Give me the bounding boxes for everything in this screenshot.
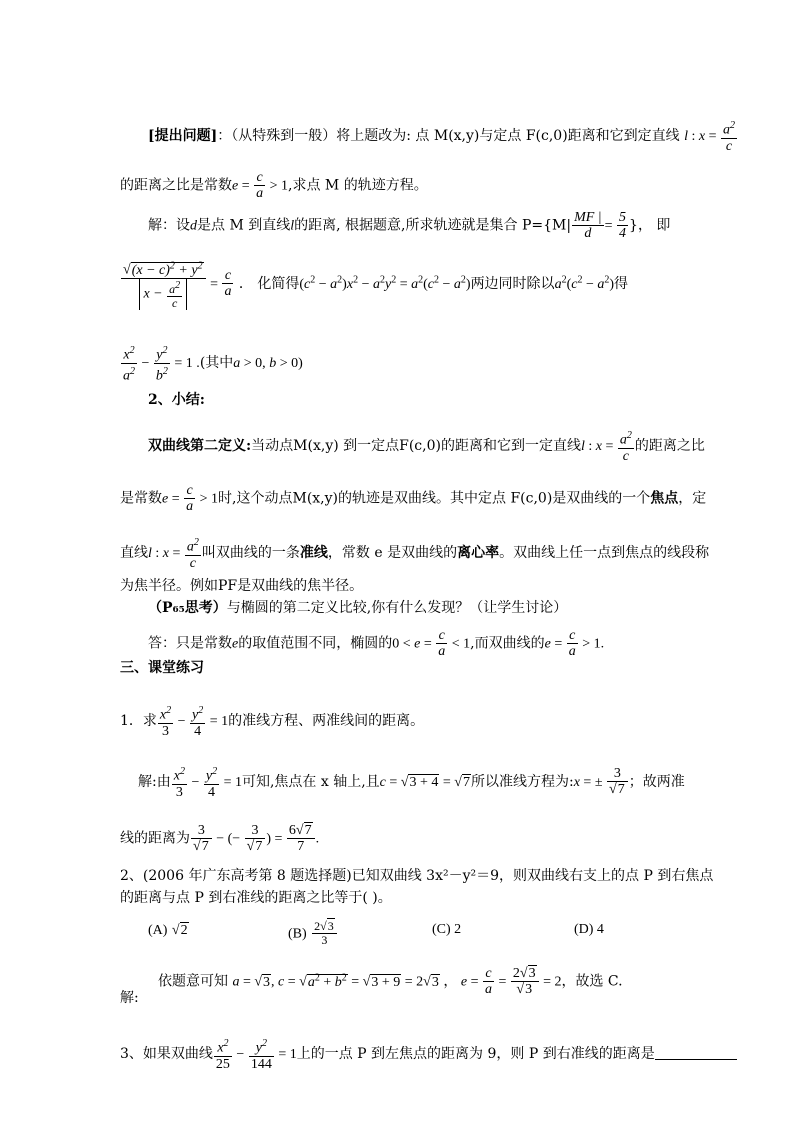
- solution-line-3: $\frac{x^2}{a^2}$ − $\frac{y^2}{b^2}$ = 1 .(其中a > 0, b > 0): [123, 345, 303, 384]
- question-3: 3、如果双曲线 $\frac{x^2}{25}$ − $\frac{y^2}{144}$ = 1上的一点 P 到左焦点的距离为 9，则 P 到右准线的距离是: [120, 1036, 737, 1072]
- problem-intro: ：（从特殊到一般）将上题改为: 点 M(x,y)与定点 F(c,0)距离和它到定直线: [217, 127, 680, 144]
- option-a: (A) √2: [148, 923, 188, 938]
- think-line: （P₆₅思考）与椭圆的第二定义比较,你有什么发现？（让学生讨论）: [148, 600, 568, 616]
- solution-2-label: 解:: [120, 990, 139, 1006]
- definition-line-1: 双曲线第二定义:当动点M(x,y) 到一定点F(c,0)的距离和它到一定直线l : x = $\frac{a^2}{c}$ 的距离之比: [148, 430, 705, 464]
- exercise-heading: 三、课堂练习: [120, 660, 204, 676]
- question-2-line-1: 2、(2006 年广东高考第 8 题选择题)已知双曲线 3x²－y²＝9，则双曲线右支上的点 P 到右焦点: [120, 868, 714, 884]
- solution-1-line-1: 解:由 $\frac{x^2}{3}$ − $\frac{y^2}{4}$ = 1可知,焦点在 x 轴上,且c = √3 + 4 = √7所以准线方程为:x = ± $\frac{3}{√7}$ ；故两准: [138, 766, 685, 800]
- summary-heading: 2、小结:: [148, 392, 205, 408]
- frac-a2-over-c: $\frac{a^2}{c}$: [723, 120, 736, 154]
- solution-line-2: $√(x - c)^2 + y^2$ x − $\frac{a^2}{c}$ = $\frac{c}{a}$ ． 化简得$(c^2 - a^2)x^2 - a^2y^2 = a^2(c^2 - a^2)$两边同时除以$a^2(c^2 - a^2)$得: [123, 260, 629, 310]
- solution-line-1: 解：设d是点 M 到直线l的距离, 根据题意,所求轨迹就是集合 P={M| $\frac{MF |}{d}$ = $\frac{5}{4}$ }， 即: [148, 210, 671, 241]
- question-2-line-2: 的距离与点 P 到右准线的距离之比等于( )。: [120, 890, 392, 906]
- definition-line-4: 为焦半径。例如PF是双曲线的焦半径。: [120, 578, 364, 594]
- question-1: 1．求 $\frac{x^2}{3}$ − $\frac{y^2}{4}$ = 1的准线方程、两准线间的距离。: [120, 705, 425, 739]
- problem-line-2: 的距离之比是常数e = $\frac{c}{a}$ > 1,求点 M 的轨迹方程。: [120, 170, 428, 201]
- problem-line-1: [提出问题]：（从特殊到一般）将上题改为: 点 M(x,y)与定点 F(c,0)距离和它到定直线 l : x = $\frac{a^2}{c}$: [148, 120, 736, 154]
- solution-1-line-2: 线的距离为 $\frac{3}{√7}$ − (− $\frac{3}{√7}$ ) = $\frac{6√7}{7}$ .: [120, 823, 320, 854]
- definition-line-2: 是常数e = $\frac{c}{a}$ > 1时,这个动点M(x,y)的轨迹是双曲线。其中定点 F(c,0)是双曲线的一个焦点，定: [120, 483, 707, 514]
- problem-tag: [提出问题]: [148, 127, 218, 144]
- answer-blank[interactable]: [655, 1045, 737, 1060]
- solution-2-line: 依题意可知 a = √3, $c = √a^2 + b^2 = √3 + 9 = 2√3$ ， e = $\frac{c}{a}$ = $\frac{2√3}{√3}$ = 2，故选 C.: [158, 966, 623, 997]
- option-b: (B) $\frac{2√3}{3}$: [288, 920, 338, 947]
- option-c: (C) 2: [432, 922, 462, 937]
- answer-line: 答：只是常数e的取值范围不同，椭圆的0 < e = $\frac{c}{a}$ < 1,而双曲线的e = $\frac{c}{a}$ > 1.: [148, 628, 605, 659]
- option-d: (D) 4: [574, 922, 604, 937]
- definition-line-3: 直线l : x = $\frac{a^2}{c}$ 叫双曲线的一条准线，常数 e 是双曲线的离心率。双曲线上任一点到焦点的线段称: [120, 537, 710, 571]
